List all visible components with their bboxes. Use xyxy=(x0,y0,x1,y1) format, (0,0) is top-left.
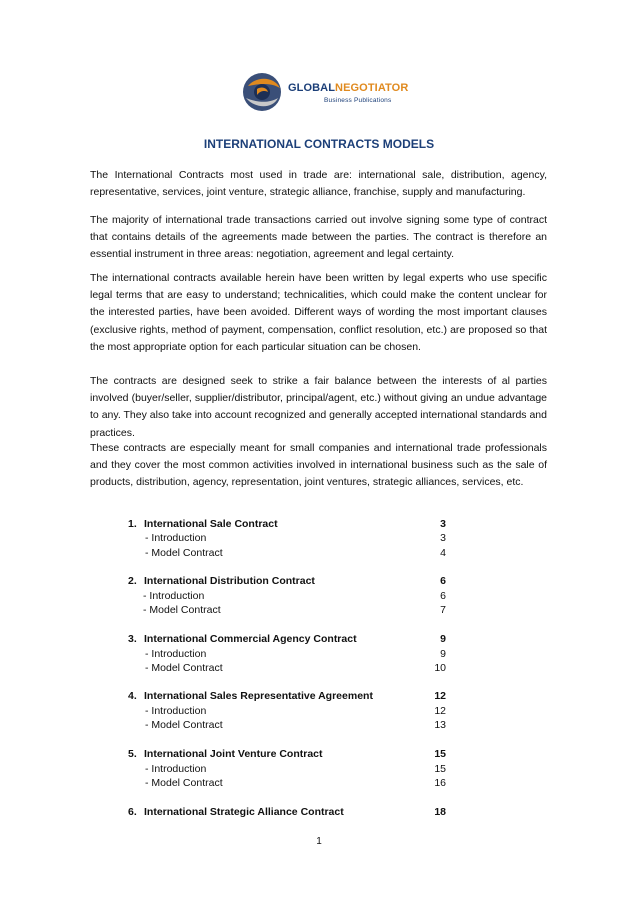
toc-sub-item: - Model Contract xyxy=(145,547,223,559)
globe-logo-icon xyxy=(240,70,284,114)
toc-sub-item: - Model Contract xyxy=(145,777,223,789)
toc-sub-page: 12 xyxy=(434,705,446,717)
toc-sub-page: 16 xyxy=(434,777,446,789)
paragraph-2: The majority of international trade transactions carried out involve signing some type of contract that contains details of the agreements made between the parties. The contract is therefore an essential instrument in three areas: negotiation, agreement and legal certainty. xyxy=(90,214,547,261)
paragraph-1: The International Contracts most used in trade are: international sale, distribution, agency, representative, services, joint venture, strategic alliance, franchise, supply and manufacturing. xyxy=(90,169,547,199)
global-negotiator-logo xyxy=(240,70,410,114)
logo-brand-text xyxy=(288,82,408,94)
logo-subtitle: Business Publications xyxy=(324,97,392,104)
toc-sub-page: 3 xyxy=(440,532,446,544)
toc-sub-page: 4 xyxy=(440,547,446,559)
page-number: 1 xyxy=(316,836,322,847)
logo-brand-negotiator: NEGOTIATOR xyxy=(335,82,409,94)
toc-sub-item: - Introduction xyxy=(145,532,207,544)
toc-entry-title: International Distribution Contract xyxy=(144,575,315,587)
toc-sub-page: 6 xyxy=(440,590,446,602)
toc-entry-title: International Joint Venture Contract xyxy=(144,748,323,760)
toc-entry-5 xyxy=(128,747,323,762)
toc-entry-4 xyxy=(128,689,373,704)
paragraph-5: These contracts are especially meant for small companies and international trade professionals and they cover the most common activities involved in international business such as the sale of products, distribution, agency, representation, joint ventures, strategic alliances, services, etc. xyxy=(90,442,547,489)
toc-entry-page: 6 xyxy=(440,575,446,587)
paragraph-3: The international contracts available herein have been written by legal experts who use specific legal terms that are easy to understand; technicalities, which could make the content unclear for the interested parties, have been avoided. Different ways of wording the most important clauses (exclusive rights, method of payment, compensation, conflict resolution, etc.) are proposed so that the most appropriate option for each particular situation can be chosen. xyxy=(90,272,547,353)
toc-sub-page: 15 xyxy=(434,763,446,775)
paragraph-4: The contracts are designed seek to strike a fair balance between the interests of al parties involved (buyer/seller, supplier/distributor, principal/agent, etc.) without giving an undue advantage to any. They also take into account recognized and generally accepted international standards and practices. xyxy=(90,375,547,439)
document-title: INTERNATIONAL CONTRACTS MODELS xyxy=(203,137,435,151)
toc-sub-item: - Introduction xyxy=(145,763,207,775)
toc-entry-number: 6. xyxy=(128,806,137,818)
toc-entry-1 xyxy=(128,517,278,532)
toc-entry-number: 3. xyxy=(128,633,137,645)
toc-entry-number: 1. xyxy=(128,518,137,530)
toc-entry-page: 18 xyxy=(434,806,446,818)
toc-sub-page: 7 xyxy=(440,604,446,616)
toc-sub-item: - Introduction xyxy=(145,705,207,717)
toc-entry-number: 5. xyxy=(128,748,137,760)
toc-entry-title: International Strategic Alliance Contract xyxy=(144,806,344,818)
toc-entry-title: International Commercial Agency Contract xyxy=(144,633,357,645)
toc-sub-item: - Model Contract xyxy=(145,662,223,674)
toc-entry-2 xyxy=(128,574,315,589)
toc-entry-title: International Sale Contract xyxy=(144,518,278,530)
toc-sub-item: - Model Contract xyxy=(143,604,221,616)
toc-sub-page: 9 xyxy=(440,648,446,660)
toc-entry-title: International Sales Representative Agreement xyxy=(144,690,373,702)
toc-entry-3 xyxy=(128,632,357,647)
toc-entry-page: 9 xyxy=(440,633,446,645)
toc-sub-item: - Introduction xyxy=(145,648,207,660)
toc-sub-item: - Model Contract xyxy=(145,719,223,731)
toc-sub-page: 13 xyxy=(434,719,446,731)
toc-entry-page: 12 xyxy=(434,690,446,702)
toc-entry-number: 2. xyxy=(128,575,137,587)
toc-entry-page: 3 xyxy=(440,518,446,530)
toc-entry-6 xyxy=(128,805,344,820)
toc-entry-number: 4. xyxy=(128,690,137,702)
toc-sub-page: 10 xyxy=(434,662,446,674)
toc-entry-page: 15 xyxy=(434,748,446,760)
logo-brand-global: GLOBAL xyxy=(288,82,336,94)
toc-sub-item: - Introduction xyxy=(143,590,205,602)
